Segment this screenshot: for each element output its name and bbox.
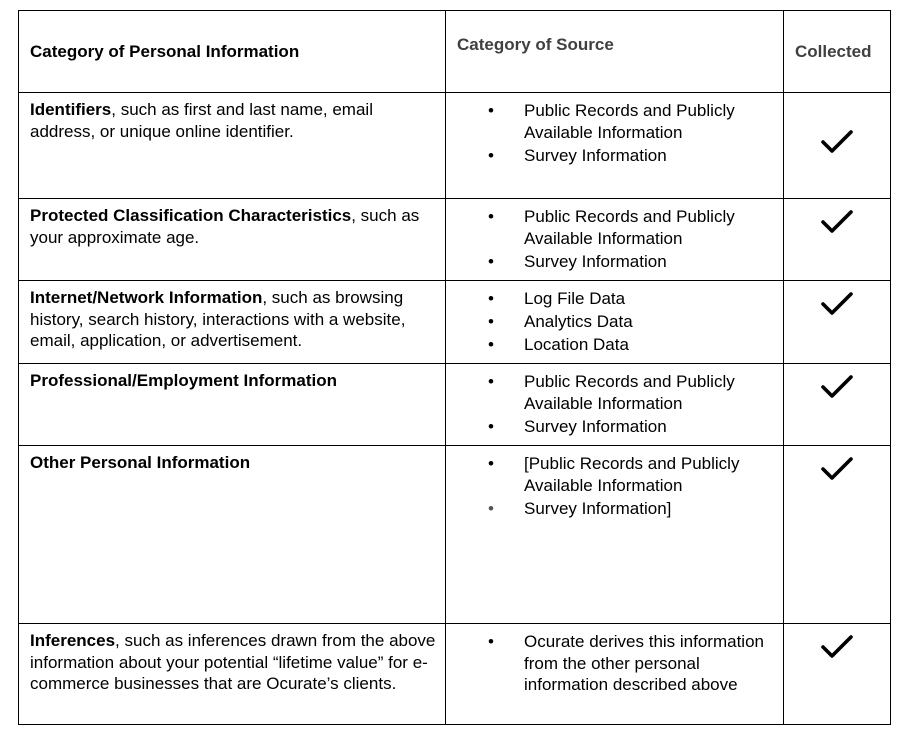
header-row: [19, 11, 891, 93]
table-row: [19, 199, 891, 281]
source-item: • Public Records and Publicly Available Information: [488, 207, 735, 248]
source-item: • [Public Records and Publicly Available Information: [488, 454, 740, 495]
category-description: , such as your approximate age.: [30, 206, 420, 247]
bullet-icon: •: [488, 289, 494, 308]
header-source: Category of Source: [446, 11, 784, 93]
bullet-icon: •: [488, 632, 494, 651]
bullet-icon: •: [488, 207, 494, 226]
source-cell: [446, 199, 784, 281]
collected-cell: [784, 281, 891, 364]
source-item: • Public Records and Publicly Available Information: [488, 101, 735, 142]
category-description: , such as browsing history, search history, interactions with a website, email, application, or advertisement.: [30, 288, 406, 350]
bullet-icon: •: [488, 312, 494, 331]
category-cell: [19, 624, 446, 725]
source-item: • Survey Information: [488, 251, 667, 271]
bullet-icon: •: [488, 101, 494, 120]
category-cell: [19, 93, 446, 199]
source-item: • Survey Information]: [488, 498, 672, 518]
source-item: • Log File Data: [488, 289, 626, 308]
category-cell: [19, 281, 446, 364]
table-row: [19, 93, 891, 199]
category-cell: [19, 364, 446, 446]
bullet-icon: •: [488, 454, 494, 473]
category-title: Inferences: [30, 631, 116, 650]
checkmark-icon: [820, 209, 854, 235]
source-item: • Location Data: [488, 335, 629, 354]
source-item: • Public Records and Publicly Available Information: [488, 372, 735, 413]
source-item: • Ocurate derives this information from the other personal information described above: [488, 632, 764, 694]
personal-information-table: [18, 10, 891, 725]
category-title: Professional/Employment Information: [30, 371, 337, 390]
table-row: [19, 364, 891, 446]
source-cell: [446, 624, 784, 725]
table-row: [19, 281, 891, 364]
source-cell: [446, 446, 784, 624]
checkmark-icon: [820, 374, 854, 400]
bullet-icon: •: [488, 372, 494, 391]
source-cell: [446, 364, 784, 446]
source-item: • Survey Information: [488, 145, 667, 165]
category-title: Internet/Network Information: [30, 288, 263, 307]
bullet-icon: •: [488, 251, 494, 271]
category-description: , such as inferences drawn from the above information about your potential “lifetime value” for e-commerce businesses that are Ocurate’s clients.: [30, 631, 436, 693]
collected-cell: [784, 364, 891, 446]
source-cell: [446, 93, 784, 199]
category-title: Identifiers: [30, 100, 112, 119]
category-description: , such as first and last name, email address, or unique online identifier.: [30, 100, 373, 141]
source-item: • Analytics Data: [488, 312, 633, 331]
source-item: • Survey Information: [488, 416, 667, 436]
header-collected: Collected: [784, 11, 891, 93]
collected-cell: [784, 624, 891, 725]
category-cell: [19, 446, 446, 624]
bullet-icon: •: [488, 335, 494, 354]
checkmark-icon: [820, 129, 854, 155]
checkmark-icon: [820, 634, 854, 660]
category-title: Protected Classification Characteristics: [30, 206, 352, 225]
collected-cell: [784, 446, 891, 624]
checkmark-icon: [820, 456, 854, 482]
header-category: Category of Personal Information: [19, 11, 446, 93]
source-cell: [446, 281, 784, 364]
collected-cell: [784, 199, 891, 281]
bullet-icon: •: [488, 145, 494, 165]
bullet-icon: •: [488, 416, 494, 436]
checkmark-icon: [820, 291, 854, 317]
bullet-icon: •: [488, 498, 494, 518]
table-row: [19, 624, 891, 725]
table-row: [19, 446, 891, 624]
category-cell: [19, 199, 446, 281]
collected-cell: [784, 93, 891, 199]
category-title: Other Personal Information: [30, 453, 251, 472]
